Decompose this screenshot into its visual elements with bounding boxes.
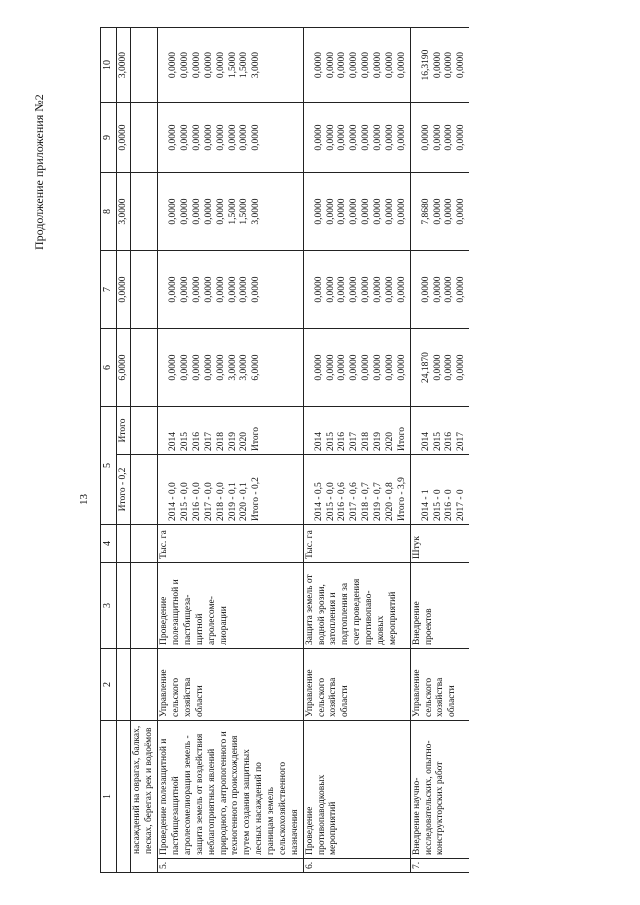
- row-amounts-c9-line: 0,0000: [215, 198, 226, 225]
- row-amounts-c7-line: 0,0000: [191, 354, 202, 381]
- row-amounts-c11-line: 3,0000: [251, 51, 262, 79]
- row-values-line: 2015 - 0: [432, 489, 443, 521]
- row-amounts-c10-line: 0,0000: [180, 124, 190, 151]
- table-row: [303, 28, 410, 873]
- row-amounts-c11-line: 0,0000: [361, 51, 372, 79]
- row-amounts-c9-line: 0,0000: [349, 198, 360, 225]
- carryover-text: насаждений на оврагах, балках, песках, берегах рек и водоёмов: [131, 721, 158, 873]
- row-name: Проведение противопаводковых мероприятий: [303, 721, 410, 859]
- row-amounts-c9-line: 7,8680: [420, 198, 431, 225]
- row-amounts-c10-line: 0,0000: [191, 124, 202, 151]
- row-number: 7.: [410, 859, 469, 873]
- row-values: [303, 455, 410, 525]
- row-years-line: 2016: [444, 432, 455, 451]
- row-years-line: 2019: [227, 432, 238, 451]
- page-number: 13: [78, 494, 90, 505]
- row-amounts-c10-line: 0,0000: [313, 124, 324, 151]
- row-name: Внедрение научно-исследовательских, опытно-конструкторских работ: [410, 721, 469, 859]
- row-amounts-c10-line: 0,0000: [361, 124, 372, 151]
- row-amounts-c10-line: 0,0000: [456, 124, 467, 151]
- row-values-line: 2014 - 0,5: [313, 482, 324, 521]
- row-values-line: 2017 - 0: [456, 489, 467, 521]
- header-cell: 3: [101, 563, 117, 649]
- row-amounts-c10-line: 0,0000: [215, 124, 226, 151]
- row-values: [158, 455, 304, 525]
- row-years-line: 2015: [432, 432, 443, 451]
- row-years-line: 2016: [337, 432, 348, 451]
- row-amounts-c8-line: 0,0000: [325, 276, 336, 303]
- row-amounts-c10-line: 0,0000: [432, 124, 443, 151]
- row-amounts-c7-line: 0,0000: [456, 354, 467, 381]
- row-amounts-c10-line: 0,0000: [396, 124, 407, 151]
- row-amounts-c7-line: 0,0000: [396, 354, 407, 381]
- row-amounts-c8-line: 0,0000: [444, 276, 455, 303]
- row-years-line: 2015: [325, 432, 336, 451]
- row-amounts-c9-line: 1,5000: [239, 198, 250, 225]
- row-indicator: Защита земель от водной эрозии, затопления и подтопления за счет проведения противопаво-дковых мероприятий: [303, 563, 410, 649]
- header-cell: 7: [101, 251, 117, 329]
- row-amounts-c9: [303, 173, 410, 251]
- header-cell: 6: [101, 329, 117, 407]
- row-amounts-c10-line: 0,0000: [337, 124, 348, 151]
- row-values-line: 2017 - 0,0: [203, 482, 214, 521]
- row-amounts-c9-line: 0,0000: [168, 198, 179, 225]
- header-cell: 10: [101, 28, 117, 103]
- row-amounts-c8-line: 0,0000: [456, 276, 467, 303]
- row-amounts-c10-line: 0,0000: [349, 124, 360, 151]
- row-amounts-c11-line: 0,0000: [191, 51, 202, 79]
- row-amounts-c11-line: 0,0000: [396, 51, 407, 79]
- row-amounts-c9-line: 0,0000: [432, 198, 443, 225]
- row-values-line: 2016 - 0,6: [337, 482, 348, 521]
- row-amounts-c11-line: 0,0000: [203, 51, 214, 79]
- row-amounts-c10-line: 0,0000: [444, 124, 455, 151]
- row-values-line: 2014 - 1: [420, 489, 431, 521]
- totals-cell: 3,0000: [116, 173, 131, 251]
- row-amounts-c7-line: 24,1870: [420, 352, 431, 383]
- row-amounts-c8: [303, 251, 410, 329]
- row-amounts-c9-line: 0,0000: [180, 198, 190, 225]
- row-amounts-c7-line: 0,0000: [215, 354, 226, 381]
- row-years-line: 2014: [168, 432, 179, 451]
- row-amounts-c7-line: 3,0000: [227, 354, 238, 381]
- row-amounts-c10: [303, 103, 410, 173]
- row-amounts-c8-line: 0,0000: [420, 276, 431, 303]
- row-values-line: 2016 - 0: [444, 489, 455, 521]
- row-amounts-c8-line: 0,0000: [191, 276, 202, 303]
- row-amounts-c7-line: 0,0000: [168, 354, 179, 381]
- row-years-line: 2017: [349, 432, 360, 451]
- row-amounts-c10-line: 0,0000: [420, 124, 431, 151]
- row-amounts-c9-line: 0,0000: [444, 198, 455, 225]
- row-number: 5.: [158, 859, 304, 873]
- header-cell: 5: [101, 407, 117, 525]
- row-values-line: 2015 - 0,0: [325, 482, 336, 521]
- row-amounts-c11: [303, 28, 410, 103]
- header-cell: 8: [101, 173, 117, 251]
- totals-row: [116, 28, 131, 873]
- totals-cell: 0,0000: [116, 103, 131, 173]
- row-amounts-c11-line: 0,0000: [444, 51, 455, 79]
- row-amounts-c11-line: 0,0000: [349, 51, 360, 79]
- row-years-line: 2014: [313, 432, 324, 451]
- row-amounts-c9-line: 0,0000: [361, 198, 372, 225]
- row-amounts-c7-line: 0,0000: [361, 354, 372, 381]
- totals-cell: 3,0000: [116, 28, 131, 103]
- row-amounts-c9-line: 0,0000: [337, 198, 348, 225]
- table-row: [158, 28, 304, 873]
- row-amounts-c10-line: 0,0000: [384, 124, 395, 151]
- row-amounts-c7-line: 3,0000: [239, 354, 250, 381]
- table-body: [158, 28, 470, 873]
- row-amounts-c8-line: 0,0000: [432, 276, 443, 303]
- row-amounts-c8: [410, 251, 469, 329]
- row-amounts-c9: [158, 173, 304, 251]
- row-amounts-c8-line: 0,0000: [349, 276, 360, 303]
- row-amounts-c10-line: 0,0000: [203, 124, 214, 151]
- row-values-line: Итого - 0,2: [251, 477, 262, 521]
- row-amounts-c10-line: 0,0000: [373, 124, 383, 151]
- header-row: [101, 28, 117, 873]
- row-amounts-c10: [410, 103, 469, 173]
- row-amounts-c7-line: 0,0000: [349, 354, 360, 381]
- row-years-line: 2014: [420, 432, 431, 451]
- row-amounts-c11-line: 0,0000: [168, 51, 179, 79]
- row-amounts-c7: [410, 329, 469, 407]
- row-amounts-c7: [303, 329, 410, 407]
- carryover-row: [131, 28, 158, 873]
- row-values-line: 2018 - 0,0: [215, 482, 226, 521]
- row-amounts-c7-line: 0,0000: [373, 354, 383, 381]
- row-amounts-c7-line: 0,0000: [203, 354, 214, 381]
- row-amounts-c8-line: 0,0000: [396, 276, 407, 303]
- row-years-line: 2019: [373, 432, 383, 451]
- row-amounts-c7-line: 0,0000: [180, 354, 190, 381]
- row-values: [410, 455, 469, 525]
- row-amounts-c8-line: 0,0000: [168, 276, 179, 303]
- row-amounts-c11-line: 0,0000: [337, 51, 348, 79]
- row-years-line: 2018: [215, 432, 226, 451]
- row-years-line: 2016: [191, 432, 202, 451]
- row-amounts-c10-line: 0,0000: [325, 124, 336, 151]
- row-years: [410, 407, 469, 455]
- row-amounts-c8-line: 0,0000: [227, 276, 238, 303]
- row-amounts-c8-line: 0,0000: [337, 276, 348, 303]
- row-amounts-c10-line: 0,0000: [227, 124, 238, 151]
- row-amounts-c8-line: 0,0000: [180, 276, 190, 303]
- row-amounts-c7: [158, 329, 304, 407]
- row-amounts-c9-line: 0,0000: [203, 198, 214, 225]
- row-amounts-c8-line: 0,0000: [251, 276, 262, 303]
- program-table: [100, 27, 469, 873]
- row-number: 6.: [303, 859, 410, 873]
- row-years-line: 2018: [361, 432, 372, 451]
- row-amounts-c8: [158, 251, 304, 329]
- row-amounts-c10: [158, 103, 304, 173]
- row-amounts-c9-line: 1,5000: [227, 198, 238, 225]
- row-values-line: 2019 - 0,7: [373, 482, 383, 521]
- row-amounts-c9-line: 0,0000: [373, 198, 383, 225]
- row-amounts-c7-line: 0,0000: [432, 354, 443, 381]
- row-amounts-c8-line: 0,0000: [373, 276, 383, 303]
- row-values-line: 2020 - 0,1: [239, 482, 250, 521]
- row-years-line: 2017: [456, 432, 467, 451]
- row-amounts-c9-line: 0,0000: [325, 198, 336, 225]
- row-amounts-c9: [410, 173, 469, 251]
- row-values-line: 2015 - 0,0: [180, 482, 190, 521]
- continuation-title: Продолжение приложения №2: [32, 94, 46, 250]
- row-amounts-c11-line: 0,0000: [180, 51, 190, 79]
- row-years-line: Итого: [396, 426, 407, 451]
- row-amounts-c10-line: 0,0000: [251, 124, 262, 151]
- header-cell: 1: [101, 721, 117, 873]
- row-unit: Тыс. га: [158, 525, 304, 563]
- row-amounts-c11-line: 1,5000: [239, 51, 250, 79]
- row-amounts-c7-line: 0,0000: [444, 354, 455, 381]
- header-cell: 9: [101, 103, 117, 173]
- row-values-line: 2018 - 0,7: [361, 482, 372, 521]
- row-amounts-c11-line: 0,0000: [456, 51, 467, 79]
- row-amounts-c10-line: 0,0000: [168, 124, 179, 151]
- row-values-line: 2017 - 0,6: [349, 482, 360, 521]
- row-years-line: 2020: [384, 432, 395, 451]
- row-values-line: Итого - 3,9: [396, 477, 407, 521]
- row-amounts-c10-line: 0,0000: [239, 124, 250, 151]
- row-amounts-c9-line: 0,0000: [384, 198, 395, 225]
- row-executor: Управление сельского хозяйства области: [410, 649, 469, 721]
- row-amounts-c9-line: 0,0000: [396, 198, 407, 225]
- row-years: [158, 407, 304, 455]
- row-executor: Управление сельского хозяйства области: [303, 649, 410, 721]
- row-amounts-c7-line: 0,0000: [313, 354, 324, 381]
- row-amounts-c11: [158, 28, 304, 103]
- row-amounts-c11-line: 0,0000: [325, 51, 336, 79]
- row-amounts-c9-line: 0,0000: [456, 198, 467, 225]
- header-cell: 4: [101, 525, 117, 563]
- row-years: [303, 407, 410, 455]
- row-values-line: 2016 - 0,0: [191, 482, 202, 521]
- row-amounts-c11: [410, 28, 469, 103]
- row-amounts-c11-line: 0,0000: [432, 51, 443, 79]
- header-cell: 2: [101, 649, 117, 721]
- table-row: [410, 28, 469, 873]
- totals-cell: Итого - 0,2: [116, 455, 131, 525]
- totals-cell: 0,0000: [116, 251, 131, 329]
- row-amounts-c7-line: 0,0000: [384, 354, 395, 381]
- row-amounts-c9-line: 3,0000: [251, 198, 262, 225]
- row-amounts-c11-line: 1,5000: [227, 51, 238, 79]
- row-amounts-c8-line: 0,0000: [361, 276, 372, 303]
- row-indicator: Внедрение проектов: [410, 563, 469, 649]
- row-amounts-c8-line: 0,0000: [384, 276, 395, 303]
- row-years-line: 2020: [239, 432, 250, 451]
- row-years-line: 2015: [180, 432, 190, 451]
- row-amounts-c8-line: 0,0000: [203, 276, 214, 303]
- row-name: Проведение полезащитной и пастбищезащитной агролесомелиорации земель - защита земель от воздействия неблагоприятных явлений природного, антропогенного и техногенного происхождения путем создания защитных лесных насаждений по границам земель сельскохозяйственного назначения: [158, 721, 304, 859]
- totals-cell: 6,0000: [116, 329, 131, 407]
- row-amounts-c11-line: 16,3190: [420, 49, 431, 81]
- row-amounts-c8-line: 0,0000: [313, 276, 324, 303]
- row-unit: Штук: [410, 525, 469, 563]
- row-amounts-c8-line: 0,0000: [239, 276, 250, 303]
- row-amounts-c8-line: 0,0000: [215, 276, 226, 303]
- totals-cell: Итого: [116, 407, 131, 455]
- row-values-line: 2019 - 0,1: [227, 482, 238, 521]
- row-indicator: Проведение полезащитной и пастбищеза-щитной агролесоме-лиорации: [158, 563, 304, 649]
- row-amounts-c9-line: 0,0000: [313, 198, 324, 225]
- row-executor: Управление сельского хозяйства области: [158, 649, 304, 721]
- row-amounts-c7-line: 0,0000: [325, 354, 336, 381]
- row-amounts-c7-line: 0,0000: [337, 354, 348, 381]
- row-years-line: Итого: [251, 426, 262, 451]
- row-amounts-c9-line: 0,0000: [191, 198, 202, 225]
- row-values-line: 2014 - 0,0: [168, 482, 179, 521]
- row-amounts-c11-line: 0,0000: [313, 51, 324, 79]
- row-amounts-c11-line: 0,0000: [215, 51, 226, 79]
- row-unit: Тыс. га: [303, 525, 410, 563]
- row-amounts-c7-line: 6,0000: [251, 354, 262, 381]
- row-amounts-c11-line: 0,0000: [384, 51, 395, 79]
- row-years-line: 2017: [203, 432, 214, 451]
- row-values-line: 2020 - 0,8: [384, 482, 395, 521]
- row-amounts-c11-line: 0,0000: [373, 51, 383, 79]
